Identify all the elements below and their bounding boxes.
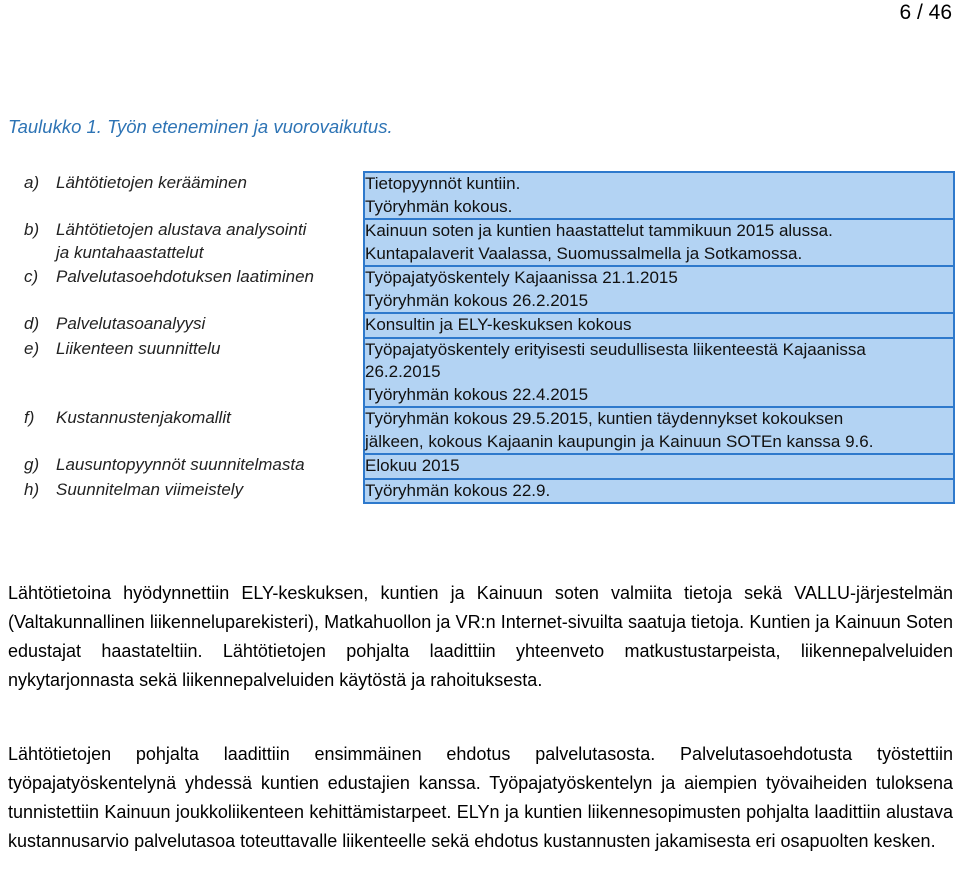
info-line: Työryhmän kokous 22.9. xyxy=(365,480,551,500)
info-line: Kuntapalaverit Vaalassa, Suomussalmella ja Sotkamossa. xyxy=(365,243,803,263)
table-row xyxy=(8,172,954,219)
phase-cell xyxy=(8,172,364,219)
phase-name: Suunnitelman viimeistely xyxy=(56,479,244,499)
phase-letter: d) xyxy=(24,314,40,333)
phase-letter: b) xyxy=(24,220,40,239)
info-line: Työpajatyöskentely erityisesti seudullisesta liikenteestä Kajaanissa xyxy=(365,339,866,359)
page-number: 6 / 46 xyxy=(899,1,952,24)
info-cell xyxy=(364,313,954,338)
table-row xyxy=(8,219,954,266)
table-row xyxy=(8,266,954,313)
info-line: Työryhmän kokous 29.5.2015, kuntien täydennykset kokouksen xyxy=(365,409,844,428)
info-line: Työryhmän kokous 22.4.2015 xyxy=(365,384,589,404)
table-row xyxy=(8,407,954,454)
table-row xyxy=(8,338,954,408)
phase-name: Palvelutasoanalyysi xyxy=(56,314,206,333)
phase-name: Kustannustenjakomallit xyxy=(56,408,231,427)
phase-cell xyxy=(8,219,364,266)
info-line: Tietopyynnöt kuntiin. xyxy=(365,174,521,193)
phase-cell xyxy=(8,479,364,504)
info-line: Elokuu 2015 xyxy=(365,456,460,475)
phase-letter: g) xyxy=(24,455,40,474)
table-row xyxy=(8,313,954,338)
info-line: Kainuun soten ja kuntien haastattelut tammikuun 2015 alussa. xyxy=(365,221,833,240)
phase-letter: a) xyxy=(24,173,40,192)
phase-letter: c) xyxy=(24,267,39,286)
phase-cell xyxy=(8,407,364,454)
phase-cell xyxy=(8,313,364,338)
paragraph-2: Lähtötietojen pohjalta laadittiin ensimmäinen ehdotus palvelutasosta. Palvelutasoehdotusta työstettiin työpajatyöskentelynä yhdessä kuntien edustajien kanssa. Työpajatyöskentelyn ja aiempien työvaiheiden tuloksena tunnistettiin Kainuun joukkoliikenteen kehittämistarpeet. ELYn ja kuntien liikennesopimusten pohjalta laadittiin alustava kustannusarvio palvelutasoa toteuttavalle liikenteelle sekä ehdotus kustannusten jakamisesta eri osapuolten kesken. xyxy=(8,744,953,851)
info-cell xyxy=(364,338,954,408)
work-progress-table xyxy=(8,171,955,504)
table-row xyxy=(8,479,954,504)
phase-name: Lähtötietojen alustava analysointi xyxy=(56,220,307,239)
info-cell xyxy=(364,266,954,313)
table-row xyxy=(8,454,954,479)
info-line: Työryhmän kokous. xyxy=(365,196,513,216)
phase-cell xyxy=(8,266,364,313)
info-cell xyxy=(364,454,954,479)
info-line: Konsultin ja ELY-keskuksen kokous xyxy=(365,315,632,334)
phase-name: ja kuntahaastattelut xyxy=(56,242,204,262)
paragraph-1: Lähtötietoina hyödynnettiin ELY-keskuksen, kuntien ja Kainuun soten valmiita tietoja sekä VALLU-järjestelmän (Valtakunnallinen liikenneluparekisteri), Matkahuollon ja VR:n Internet-sivuilta saatuja tietoja. Kuntien ja Kainuun Soten edustajat haastateltiin. Lähtötietojen pohjalta laadittiin yhteenveto matkustustarpeista, liikennepalveluiden nykytarjonnasta sekä liikennepalveluiden käytöstä ja rahoituksesta. xyxy=(8,583,953,690)
phase-letter: h) xyxy=(24,479,40,499)
info-cell xyxy=(364,219,954,266)
info-cell xyxy=(364,172,954,219)
phase-name: Liikenteen suunnittelu xyxy=(56,338,221,358)
phase-letter: f) xyxy=(24,408,35,427)
phase-name: Palvelutasoehdotuksen laatiminen xyxy=(56,267,315,286)
info-cell xyxy=(364,479,954,504)
phase-cell xyxy=(8,338,364,408)
info-cell xyxy=(364,407,954,454)
table-caption: Taulukko 1. Työn eteneminen ja vuorovaikutus. xyxy=(8,116,393,137)
phase-name: Lähtötietojen kerääminen xyxy=(56,173,247,192)
phase-letter: e) xyxy=(24,338,40,358)
info-line: Työryhmän kokous 26.2.2015 xyxy=(365,290,589,310)
phase-cell xyxy=(8,454,364,479)
info-line: jälkeen, kokous Kajaanin kaupungin ja Kainuun SOTEn kanssa 9.6. xyxy=(365,431,874,451)
phase-name: Lausuntopyynnöt suunnitelmasta xyxy=(56,455,305,474)
info-line: 26.2.2015 xyxy=(365,362,441,381)
info-line: Työpajatyöskentely Kajaanissa 21.1.2015 xyxy=(365,268,678,287)
